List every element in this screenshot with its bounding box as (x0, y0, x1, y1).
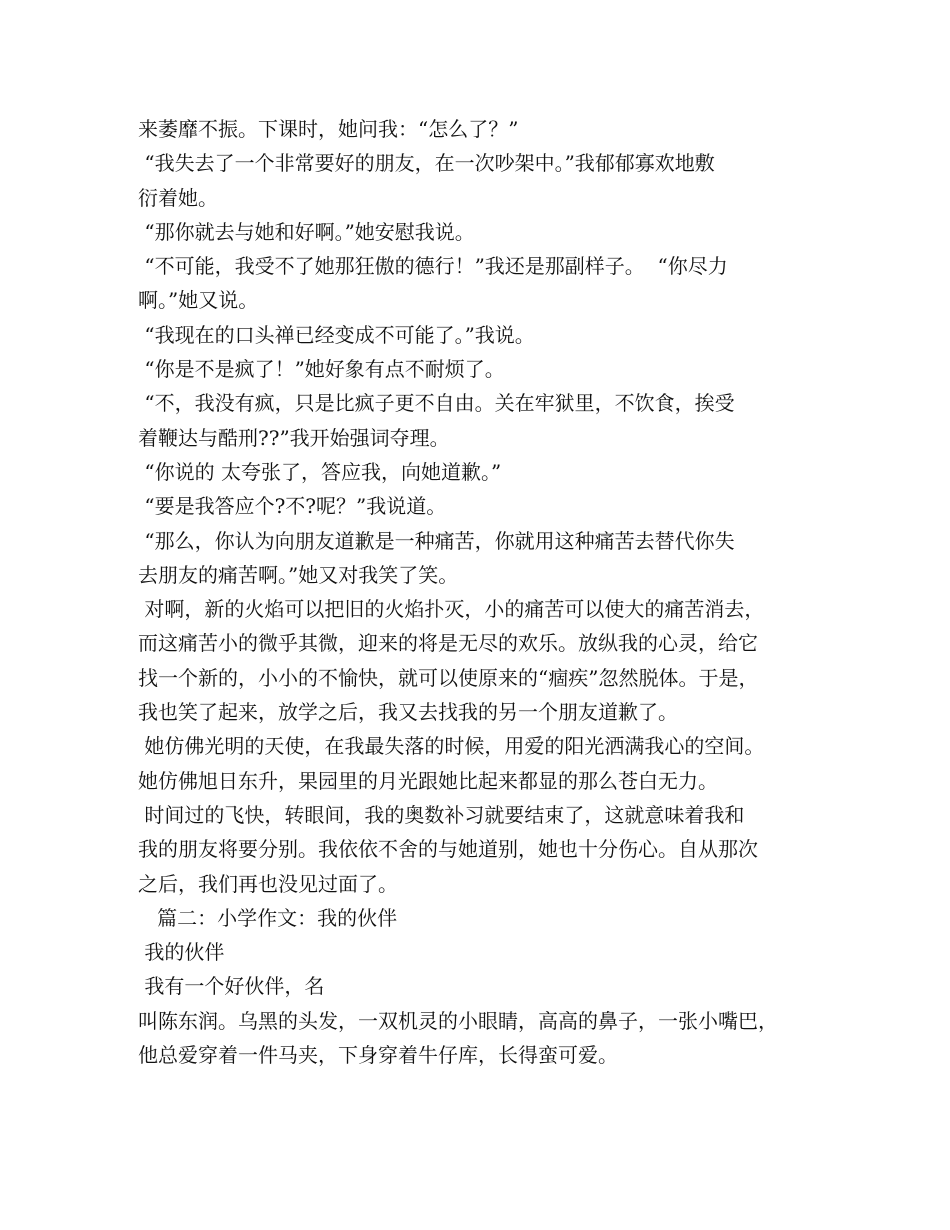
text-line: “要是我答应个?不?呢？”我说道。 (138, 494, 447, 519)
text-line: 之后，我们再也没见过面了。 (138, 871, 398, 896)
text-line: 她仿佛光明的天使，在我最失落的时候，用爱的阳光洒满我心的空间。 (138, 734, 765, 759)
article-title: 我的伙伴 (138, 940, 225, 965)
text-line: “不，我没有疯，只是比疯子更不自由。关在牢狱里，不饮食，挨受 (138, 391, 735, 416)
text-line: 我的朋友将要分别。我依依不舍的与她道别，她也十分伤心。自从那次 (138, 837, 758, 862)
text-line: 时间过的飞快，转眼间，我的奥数补习就要结束了，这就意味着我和 (138, 802, 745, 827)
text-line: 着鞭达与酷刑??”我开始强词夺理。 (138, 425, 450, 450)
text-line: 衍着她。 (138, 185, 218, 210)
text-line: 她仿佛旭日东升，果园里的月光跟她比起来都显的那么苍白无力。 (138, 768, 718, 793)
document-body (138, 112, 838, 1072)
text-line: “我失去了一个非常要好的朋友，在一次吵架中。”我郁郁寡欢地敷 (138, 151, 715, 176)
text-line: 他总爱穿着一件马夹，下身穿着牛仔库，长得蛮可爱。 (138, 1043, 618, 1068)
text-line: 对啊，新的火焰可以把旧的火焰扑灭，小的痛苦可以使大的痛苦消去， (138, 597, 765, 622)
text-line: 我有一个好伙伴，名 (138, 974, 325, 999)
text-line: “那你就去与她和好啊。”她安慰我说。 (138, 219, 475, 244)
text-line: “你说的 太夸张了，答应我，向她道歉。” (138, 459, 502, 484)
text-line: 而这痛苦小的微乎其微，迎来的将是无尽的欢乐。放纵我的心灵，给它 (138, 631, 758, 656)
text-line: “我现在的口头禅已经变成不可能了。”我说。 (138, 322, 535, 347)
text-line: 找一个新的，小小的不愉快，就可以使原来的“痼疾”忽然脱体。于是， (138, 665, 759, 690)
section-heading: 篇二：小学作文：我的伙伴 (138, 905, 398, 930)
text-line: “不可能，我受不了她那狂傲的德行！”我还是那副样子。 “你尽力 (138, 254, 728, 279)
text-line: 来萎靡不振。下课时，她问我：“怎么了？” (138, 117, 519, 141)
text-line: 啊。”她又说。 (138, 288, 259, 313)
text-line: “那么，你认为向朋友道歉是一种痛苦，你就用这种痛苦去替代你失 (138, 528, 735, 553)
text-line: “你是不是疯了！”她好象有点不耐烦了。 (138, 357, 505, 382)
text-line: 我也笑了起来，放学之后，我又去找我的另一个朋友道歉了。 (138, 700, 678, 725)
text-line: 去朋友的痛苦啊。”她又对我笑了笑。 (138, 562, 459, 587)
text-line: 叫陈东润。乌黑的头发，一双机灵的小眼睛，高高的鼻子，一张小嘴巴， (138, 1008, 778, 1033)
